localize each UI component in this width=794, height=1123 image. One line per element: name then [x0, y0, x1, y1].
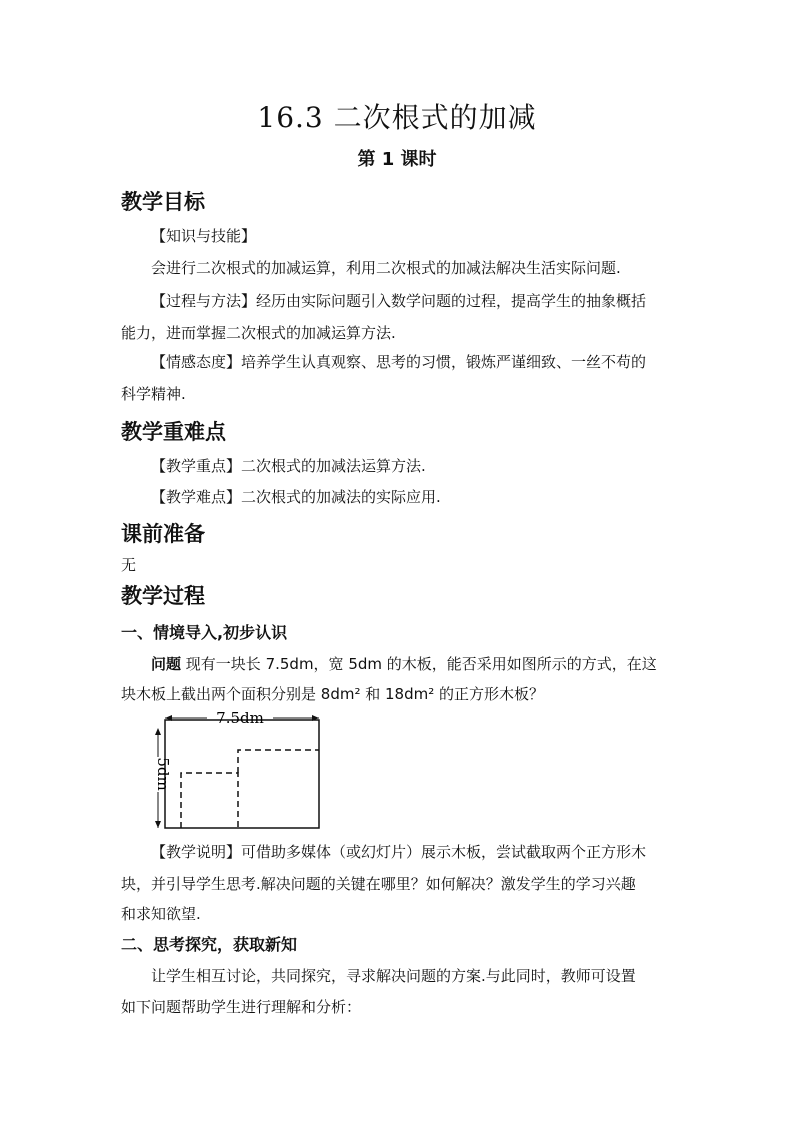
teaching-difficulty: 【教学难点】二次根式的加减法的实际应用. [151, 488, 441, 506]
small-square-dashed [181, 773, 238, 828]
process-method-line-1: 【过程与方法】经历由实际问题引入数学问题的过程，提高学生的抽象概括 [151, 292, 647, 310]
teaching-note-line-1: 【教学说明】可借助多媒体（或幻灯片）展示木板，尝试截取两个正方形木 [151, 843, 647, 861]
teaching-note-line-3: 和求知欲望. [121, 905, 201, 923]
board-outline [165, 720, 319, 828]
question-text-1: 现有一块长 7.5dm，宽 5dm 的木板，能否采用如图所示的方式，在这 [185, 655, 657, 673]
teaching-focus: 【教学重点】二次根式的加减法运算方法. [151, 457, 426, 475]
height-arrow-bottom [155, 821, 161, 828]
process-heading: 教学过程 [121, 584, 205, 608]
knowledge-label: 【知识与技能】 [151, 227, 257, 245]
process-method-line-2: 能力，进而掌握二次根式的加减运算方法. [121, 324, 396, 342]
question-label: 问题 [151, 655, 182, 673]
situation-intro-heading: 一、情境导入,初步认识 [121, 623, 288, 642]
attitude-line-1: 【情感态度】培养学生认真观察、思考的习惯，锻炼严谨细致、一丝不苟的 [151, 353, 647, 371]
objectives-heading: 教学目标 [121, 190, 205, 214]
explore-line-2: 如下问题帮助学生进行理解和分析： [121, 998, 362, 1016]
knowledge-text: 会进行二次根式的加减运算，利用二次根式的加减法解决生活实际问题. [151, 259, 621, 277]
attitude-line-2: 科学精神. [121, 385, 186, 403]
explore-heading: 二、思考探究，获取新知 [121, 935, 298, 954]
large-square-dashed [238, 750, 319, 773]
width-label: 7.5dm [216, 710, 264, 727]
preparation-heading: 课前准备 [121, 522, 205, 546]
explore-line-1: 让学生相互讨论，共同探究，寻求解决问题的方案.与此同时，教师可设置 [151, 967, 636, 985]
question-line-1 [151, 654, 677, 674]
lesson-title: 16.3 二次根式的加减 [257, 101, 537, 134]
lesson-subtitle: 第 1 课时 [357, 149, 437, 170]
preparation-content: 无 [121, 556, 137, 574]
wood-board-diagram [145, 710, 325, 835]
question-line-2: 块木板上截出两个面积分别是 8dm² 和 18dm² 的正方形木板？ [121, 685, 544, 703]
key-points-heading: 教学重难点 [121, 420, 226, 444]
teaching-note-line-2: 块，并引导学生思考.解决问题的关键在哪里？如何解决？激发学生的学习兴趣 [121, 875, 636, 893]
height-arrow-top [155, 728, 161, 735]
height-label: 5dm [154, 757, 172, 791]
